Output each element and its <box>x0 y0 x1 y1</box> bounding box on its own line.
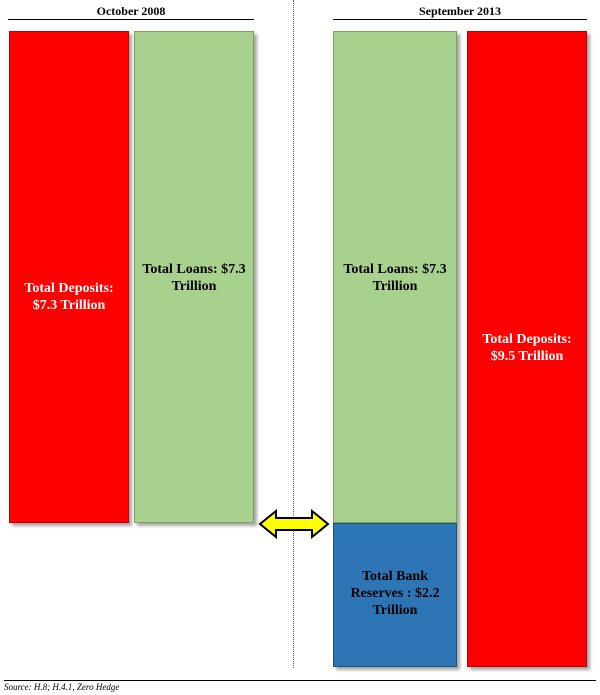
double-arrow-icon <box>258 508 330 540</box>
panel-title-october-2008: October 2008 <box>8 3 254 20</box>
bar-label-total-deposits-2013: Total Deposits: $9.5 Trillion <box>482 332 572 364</box>
bar-label-total-loans-2008: Total Loans: $7.3 Trillion <box>142 262 246 294</box>
bar-label-total-deposits-2008: Total Deposits: $7.3 Trillion <box>24 281 114 313</box>
source-note: Source: H.8; H.4.1, Zero Hedge <box>4 682 120 692</box>
bar-total-loans-2013 <box>333 31 457 523</box>
bar-label-total-bank-reserves-2013: Total Bank Reserves : $2.2 Trillion <box>350 569 440 618</box>
bar-total-deposits-2008 <box>9 31 129 523</box>
bar-label-total-loans-2013: Total Loans: $7.3 Trillion <box>343 262 447 294</box>
panel-divider <box>293 0 294 668</box>
bar-total-deposits-2013 <box>467 31 587 667</box>
bar-total-loans-2008 <box>134 31 254 523</box>
footer-rule <box>4 680 596 681</box>
bar-total-bank-reserves-2013 <box>333 523 457 667</box>
panel-title-september-2013: September 2013 <box>333 3 587 20</box>
